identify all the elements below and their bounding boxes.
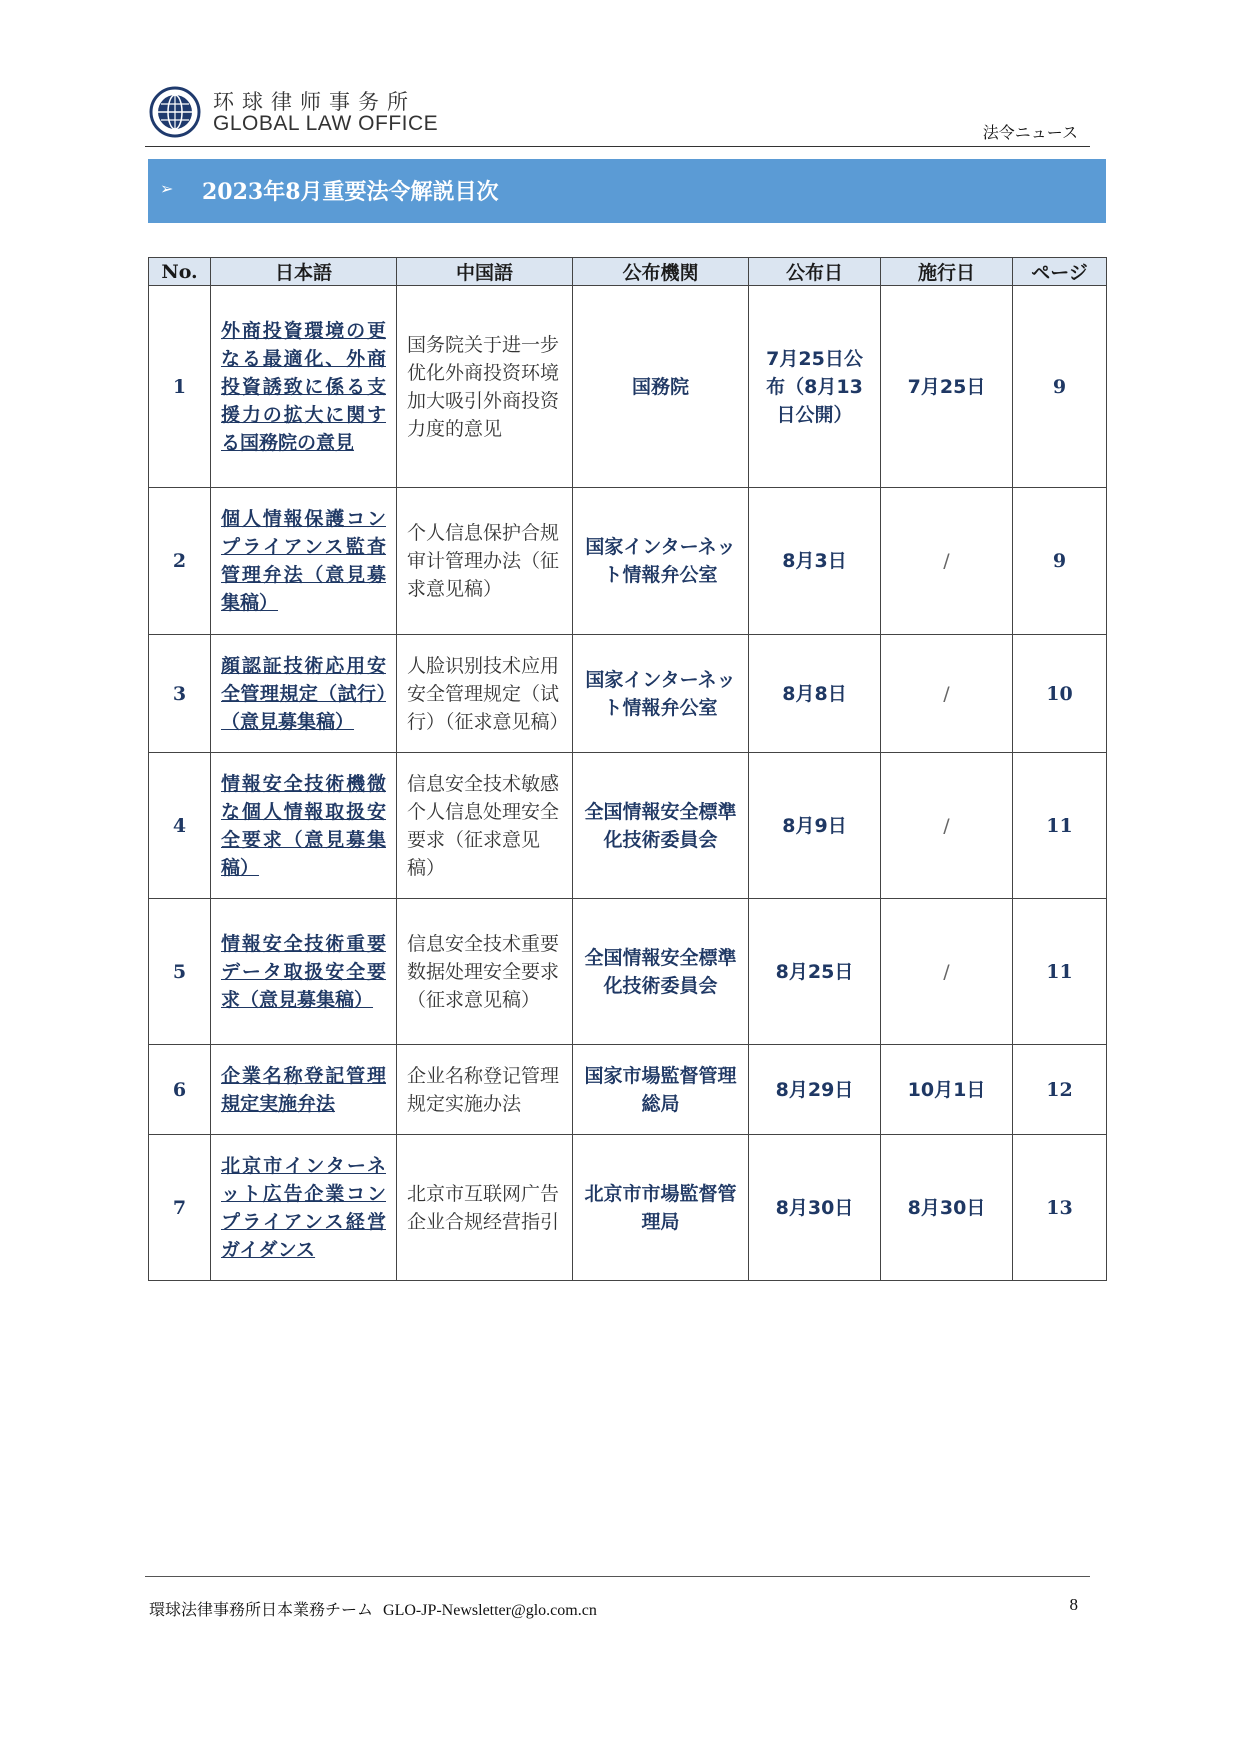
row-number: 5 (149, 899, 211, 1045)
effective-date: 8月30日 (881, 1135, 1013, 1281)
row-number: 4 (149, 753, 211, 899)
issuer: 北京市市場監督管理局 (573, 1135, 749, 1281)
firm-name-cn: 环球律师事务所 (213, 90, 416, 114)
published-date: 7月25日公布（8月13日公開） (749, 286, 881, 488)
japanese-title-link[interactable]: 個人情報保護コンプライアンス監査管理弁法（意見募集稿） (211, 488, 397, 635)
japanese-title-link[interactable]: 情報安全技術機微な個人情報取扱安全要求（意見募集稿） (211, 753, 397, 899)
issuer: 国務院 (573, 286, 749, 488)
footer-email[interactable]: GLO-JP-Newsletter@glo.com.cn (383, 1602, 597, 1619)
page-number: 11 (1013, 899, 1107, 1045)
header-effective: 施行日 (881, 258, 1013, 286)
effective-date: 7月25日 (881, 286, 1013, 488)
page-number: 9 (1013, 488, 1107, 635)
issuer: 国家市場監督管理総局 (573, 1045, 749, 1135)
published-date: 8月3日 (749, 488, 881, 635)
table-row (149, 488, 1107, 635)
header-no: No. (149, 258, 211, 286)
effective-date: / (881, 488, 1013, 635)
issuer: 国家インターネット情報弁公室 (573, 488, 749, 635)
issuer: 国家インターネット情報弁公室 (573, 635, 749, 753)
japanese-title-link[interactable]: 北京市インターネット広告企業コンプライアンス経営ガイダンス (211, 1135, 397, 1281)
published-date: 8月25日 (749, 899, 881, 1045)
japanese-title-link[interactable]: 外商投資環境の更なる最適化、外商投資誘致に係る支援力の拡大に関する国務院の意見 (211, 286, 397, 488)
row-number: 1 (149, 286, 211, 488)
page-footer (145, 1576, 1090, 1617)
table-row (149, 1045, 1107, 1135)
row-number: 2 (149, 488, 211, 635)
row-number: 7 (149, 1135, 211, 1281)
section-banner (148, 159, 1106, 223)
footer-page-number: 8 (1069, 1595, 1078, 1614)
published-date: 8月30日 (749, 1135, 881, 1281)
page-number: 13 (1013, 1135, 1107, 1281)
table-row (149, 1135, 1107, 1281)
effective-date: 10月1日 (881, 1045, 1013, 1135)
series-name: 法令ニュース (982, 123, 1078, 142)
table-row (149, 753, 1107, 899)
published-date: 8月29日 (749, 1045, 881, 1135)
japanese-title-link[interactable]: 顔認証技術応用安全管理規定（試行）（意見募集稿） (211, 635, 397, 753)
header-page: ページ (1013, 258, 1107, 286)
chinese-title: 信息安全技术敏感个人信息处理安全要求（征求意见稿） (397, 753, 573, 899)
header-japanese: 日本語 (211, 258, 397, 286)
chinese-title: 企业名称登记管理规定实施办法 (397, 1045, 573, 1135)
table-row (149, 635, 1107, 753)
header-issuer: 公布機関 (573, 258, 749, 286)
page-number: 11 (1013, 753, 1107, 899)
issuer: 全国情報安全標準化技術委員会 (573, 753, 749, 899)
chinese-title: 人脸识别技术应用安全管理规定（试行）（征求意见稿） (397, 635, 573, 753)
page-number: 9 (1013, 286, 1107, 488)
section-title: 2023年8月重要法令解説目次 (202, 179, 499, 205)
globe-logo-icon (149, 86, 201, 138)
effective-date: / (881, 899, 1013, 1045)
footer-team: 環球法律事務所日本業務チーム (149, 1600, 374, 1619)
header-published: 公布日 (749, 258, 881, 286)
page-number: 10 (1013, 635, 1107, 753)
effective-date: / (881, 635, 1013, 753)
effective-date: / (881, 753, 1013, 899)
table-row (149, 286, 1107, 488)
firm-name-en: GLOBAL LAW OFFICE (213, 112, 439, 135)
page-header (145, 80, 1090, 147)
table-row (149, 899, 1107, 1045)
table-header-row (149, 258, 1107, 286)
row-number: 6 (149, 1045, 211, 1135)
chinese-title: 信息安全技术重要数据处理安全要求（征求意见稿） (397, 899, 573, 1045)
chinese-title: 北京市互联网广告企业合规经营指引 (397, 1135, 573, 1281)
published-date: 8月8日 (749, 635, 881, 753)
japanese-title-link[interactable]: 企業名称登記管理規定実施弁法 (211, 1045, 397, 1135)
issuer: 全国情報安全標準化技術委員会 (573, 899, 749, 1045)
footer-contact (149, 1597, 597, 1620)
arrow-bullet-icon: ➢ (160, 179, 174, 198)
toc-table (148, 257, 1107, 1281)
chinese-title: 国务院关于进一步优化外商投资环境加大吸引外商投资力度的意见 (397, 286, 573, 488)
header-chinese: 中国語 (397, 258, 573, 286)
japanese-title-link[interactable]: 情報安全技術重要データ取扱安全要求（意見募集稿） (211, 899, 397, 1045)
page-number: 12 (1013, 1045, 1107, 1135)
row-number: 3 (149, 635, 211, 753)
chinese-title: 个人信息保护合规审计管理办法（征求意见稿） (397, 488, 573, 635)
published-date: 8月9日 (749, 753, 881, 899)
